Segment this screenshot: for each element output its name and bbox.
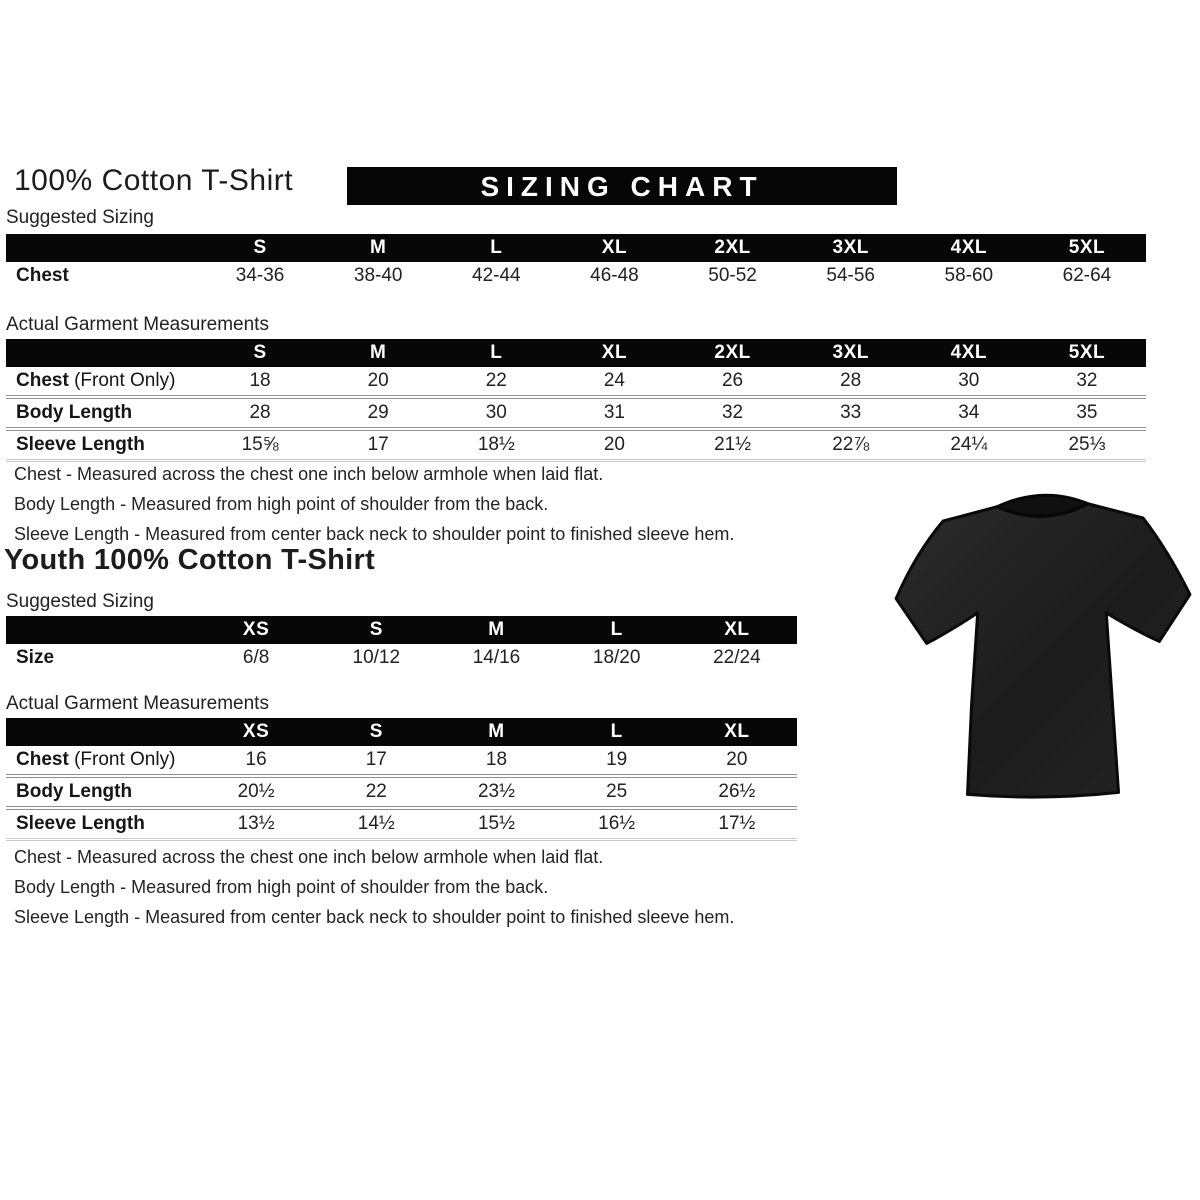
measurement-value: 54-56	[826, 265, 875, 286]
adult-actual-measurements-heading: Actual Garment Measurements	[6, 314, 269, 335]
measurement-value: 25⅓	[1028, 429, 1146, 461]
table-header-row	[6, 234, 1146, 262]
size-column-header: M	[436, 718, 556, 746]
measurement-value: 50-52	[708, 265, 757, 286]
table-corner-cell	[6, 339, 201, 367]
table-corner-cell	[6, 718, 196, 746]
measurement-value: 14/16	[472, 647, 521, 668]
row-label	[6, 776, 196, 808]
measurement-value: 16	[196, 746, 316, 776]
measurement-value: 18	[201, 367, 319, 397]
measurement-value: 16½	[557, 808, 677, 840]
measurement-value: 32	[674, 397, 792, 429]
sleeve-length-note: Sleeve Length - Measured from center back neck to shoulder point to finished sleeve hem.	[14, 907, 735, 927]
youth-suggested-sizing-heading: Suggested Sizing	[6, 591, 154, 612]
table-corner-cell	[6, 234, 201, 262]
table-row	[6, 808, 797, 840]
size-column-header: XS	[196, 616, 316, 644]
measurement-value: 6/8	[242, 647, 270, 668]
measurement-value: 19	[557, 746, 677, 776]
measurement-value: 15½	[436, 808, 556, 840]
size-column-header: XL	[677, 718, 797, 746]
row-label-text: Sleeve Length	[16, 434, 145, 455]
measurement-value: 14½	[316, 808, 436, 840]
sizing-chart-banner: SIZING CHART	[347, 167, 897, 205]
row-label-text: Sleeve Length	[16, 813, 145, 834]
size-column-header: XL	[555, 234, 673, 262]
measurement-value: 21½	[674, 429, 792, 461]
measurement-value: 32	[1028, 367, 1146, 397]
youth-actual-measurements-table	[6, 718, 797, 841]
size-column-header: M	[436, 616, 556, 644]
row-label	[6, 367, 201, 397]
size-column-header: 5XL	[1028, 339, 1146, 367]
measurement-value: 22	[437, 367, 555, 397]
size-column-header: L	[437, 339, 555, 367]
row-label	[6, 262, 201, 290]
table-corner-cell	[6, 616, 196, 644]
size-column-header: 2XL	[674, 339, 792, 367]
chest-note: Chest - Measured across the chest one inch below armhole when laid flat.	[14, 464, 604, 484]
measurement-value: 58-60	[944, 265, 994, 286]
tshirt-image	[890, 489, 1196, 803]
measurement-value: 22	[316, 776, 436, 808]
table-row	[6, 644, 797, 672]
size-column-header: S	[316, 616, 436, 644]
size-column-header: S	[201, 234, 319, 262]
size-column-header: S	[316, 718, 436, 746]
measurement-value: 20	[677, 746, 797, 776]
row-label-text: Chest	[16, 265, 69, 286]
page-title: 100% Cotton T-Shirt	[14, 164, 294, 197]
row-label-suffix: (Front Only)	[68, 749, 176, 770]
size-column-header: M	[319, 234, 437, 262]
row-label-text: Body Length	[16, 781, 133, 802]
measurement-value: 30	[437, 397, 555, 429]
size-column-header: 3XL	[792, 234, 910, 262]
table-row	[6, 397, 1146, 429]
measurement-value: 26	[674, 367, 792, 397]
measurement-value: 17	[316, 746, 436, 776]
size-column-header: XS	[196, 718, 316, 746]
measurement-value: 31	[555, 397, 673, 429]
size-column-header: 2XL	[674, 234, 792, 262]
measurement-value: 13½	[196, 808, 316, 840]
measurement-value: 24¼	[910, 429, 1028, 461]
row-label	[6, 644, 196, 672]
sleeve-length-note: Sleeve Length - Measured from center back neck to shoulder point to finished sleeve hem.	[14, 524, 735, 544]
measurement-value: 46-48	[590, 265, 639, 286]
row-label	[6, 397, 201, 429]
row-label-text: Chest	[16, 749, 69, 770]
measurement-value: 23½	[436, 776, 556, 808]
size-column-header: 4XL	[910, 339, 1028, 367]
size-column-header: L	[437, 234, 555, 262]
measurement-value: 26½	[677, 776, 797, 808]
adult-suggested-sizing-table	[6, 234, 1146, 290]
row-label	[6, 808, 196, 840]
youth-suggested-sizing-table	[6, 616, 797, 672]
size-column-header: XL	[555, 339, 673, 367]
measurement-value: 18/20	[592, 647, 641, 668]
tshirt-body	[896, 504, 1190, 797]
row-label-text: Chest	[16, 370, 69, 391]
adult-measurement-notes	[14, 459, 734, 549]
measurement-value: 22/24	[713, 647, 761, 668]
measurement-value: 28	[792, 367, 910, 397]
size-column-header: L	[557, 718, 677, 746]
table-row	[6, 429, 1146, 461]
size-column-header: S	[201, 339, 319, 367]
size-column-header: M	[319, 339, 437, 367]
measurement-value: 34-36	[235, 265, 285, 286]
row-label	[6, 746, 196, 776]
table-header-row	[6, 339, 1146, 367]
youth-actual-measurements-heading: Actual Garment Measurements	[6, 693, 269, 714]
measurement-value: 18	[436, 746, 556, 776]
measurement-value: 15⅝	[201, 429, 319, 461]
measurement-value: 33	[792, 397, 910, 429]
table-header-row	[6, 616, 797, 644]
measurement-value: 20	[319, 367, 437, 397]
measurement-value: 25	[557, 776, 677, 808]
row-label-text: Size	[16, 647, 55, 668]
measurement-value: 17½	[677, 808, 797, 840]
size-column-header: 5XL	[1028, 234, 1146, 262]
body-length-note: Body Length - Measured from high point of shoulder from the back.	[14, 494, 549, 514]
youth-section-title: Youth 100% Cotton T-Shirt	[4, 544, 376, 576]
size-column-header: XL	[677, 616, 797, 644]
measurement-value: 24	[555, 367, 673, 397]
row-label	[6, 429, 201, 461]
measurement-value: 38-40	[353, 265, 403, 286]
measurement-value: 34	[910, 397, 1028, 429]
measurement-value: 29	[319, 397, 437, 429]
row-label-suffix: (Front Only)	[68, 370, 176, 391]
measurement-value: 18½	[437, 429, 555, 461]
measurement-value: 28	[201, 397, 319, 429]
chest-note: Chest - Measured across the chest one inch below armhole when laid flat.	[14, 847, 604, 867]
measurement-value: 10/12	[352, 647, 401, 668]
measurement-value: 42-44	[472, 265, 521, 286]
measurement-value: 20	[555, 429, 673, 461]
youth-measurement-notes	[14, 842, 734, 932]
body-length-note: Body Length - Measured from high point of shoulder from the back.	[14, 877, 549, 897]
table-row	[6, 367, 1146, 397]
size-column-header: 3XL	[792, 339, 910, 367]
measurement-value: 35	[1028, 397, 1146, 429]
table-row	[6, 746, 797, 776]
adult-suggested-sizing-heading: Suggested Sizing	[6, 207, 154, 228]
measurement-value: 62-64	[1062, 265, 1112, 286]
size-column-header: 4XL	[910, 234, 1028, 262]
table-header-row	[6, 718, 797, 746]
adult-actual-measurements-table	[6, 339, 1146, 462]
table-row	[6, 776, 797, 808]
row-label-text: Body Length	[16, 402, 133, 423]
size-column-header: L	[557, 616, 677, 644]
measurement-value: 22⅞	[792, 429, 910, 461]
measurement-value: 17	[319, 429, 437, 461]
measurement-value: 30	[910, 367, 1028, 397]
table-row	[6, 262, 1146, 290]
measurement-value: 20½	[196, 776, 316, 808]
